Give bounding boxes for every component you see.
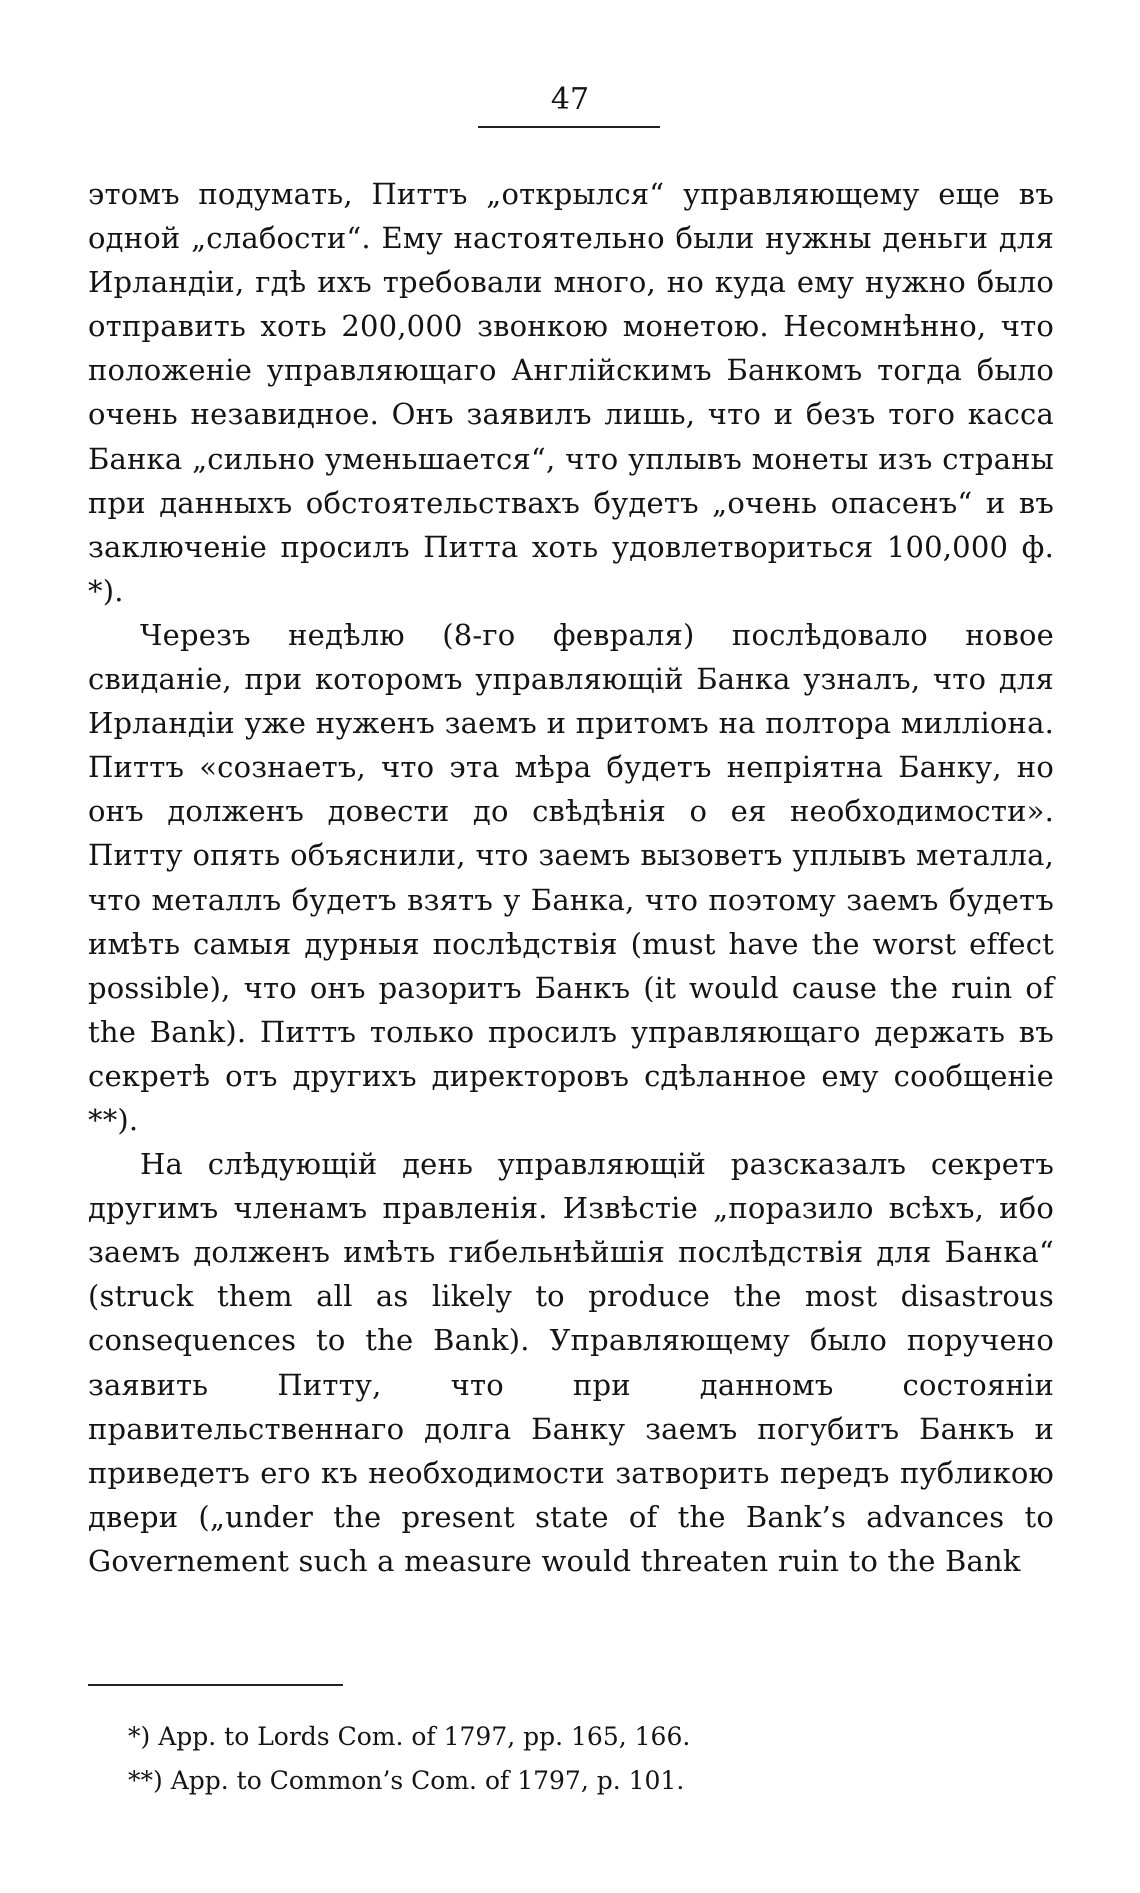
page-number-rule bbox=[478, 126, 660, 128]
footnote-rule bbox=[88, 1684, 343, 1686]
body-text bbox=[88, 172, 1054, 1583]
paragraph-second: Черезъ недѣлю (8-го февраля) послѣдовало новое свиданіе, при которомъ управляющій Банка узналъ, что для Ирландіи уже нуженъ заемъ и притомъ на полтора милліона. Питтъ «сознаетъ, что эта мѣра будетъ непріятна Банку, но онъ долженъ довести до свѣдѣнія о ея необходимости». Питту опять объяснили, что заемъ вызоветъ уплывъ металла, что металлъ будетъ взятъ у Банка, что поэтому заемъ будетъ имѣть самыя дурныя послѣдствія (must have the worst effect possible), что онъ разоритъ Банкъ (it would cause the ruin of the Bank). Питтъ только просилъ управляющаго держать въ секретѣ отъ другихъ директоровъ сдѣланное ему сообщеніе **). bbox=[88, 617, 1054, 1137]
footnote-2: **) App. to Common’s Com. of 1797, p. 101. bbox=[128, 1766, 685, 1795]
footnote-1: *) App. to Lords Com. of 1797, pp. 165, 166. bbox=[128, 1722, 691, 1751]
page-number: 47 bbox=[550, 82, 590, 117]
paragraph-continuation: этомъ подумать, Питтъ „открылся“ управляющему еще въ одной „слабости“. Ему настоятельно были нужны деньги для Ирландіи, гдѣ ихъ требовали много, но куда ему нужно было отправить хоть 200,000 звонкою монетою. Несомнѣнно, что положеніе управляющаго Англійскимъ Банкомъ тогда было очень незавидное. Онъ заявилъ лишь, что и безъ того касса Банка „сильно уменьшается“, что уплывъ монеты изъ страны при данныхъ обстоятельствахъ будетъ „очень опасенъ“ и въ заключеніе просилъ Питта хоть удовлетвориться 100,000 ф. *). bbox=[88, 177, 1054, 608]
footnotes bbox=[128, 1715, 1028, 1803]
paragraph-third: На слѣдующій день управляющій разсказалъ секретъ другимъ членамъ правленія. Извѣстіе „поразило всѣхъ, ибо заемъ долженъ имѣть гибельнѣйшія послѣдствія для Банка“ (struck them all as likely to produce the most disastrous consequences to the Bank). Управляющему было поручено заявить Питту, что при данномъ состояніи правительственнаго долга Банку заемъ погубитъ Банкъ и приведетъ его къ необходимости затворить передъ публикою двери („under the present state of the Bank’s advances to Governement such a measure would threaten ruin to the Bank bbox=[88, 1147, 1054, 1578]
